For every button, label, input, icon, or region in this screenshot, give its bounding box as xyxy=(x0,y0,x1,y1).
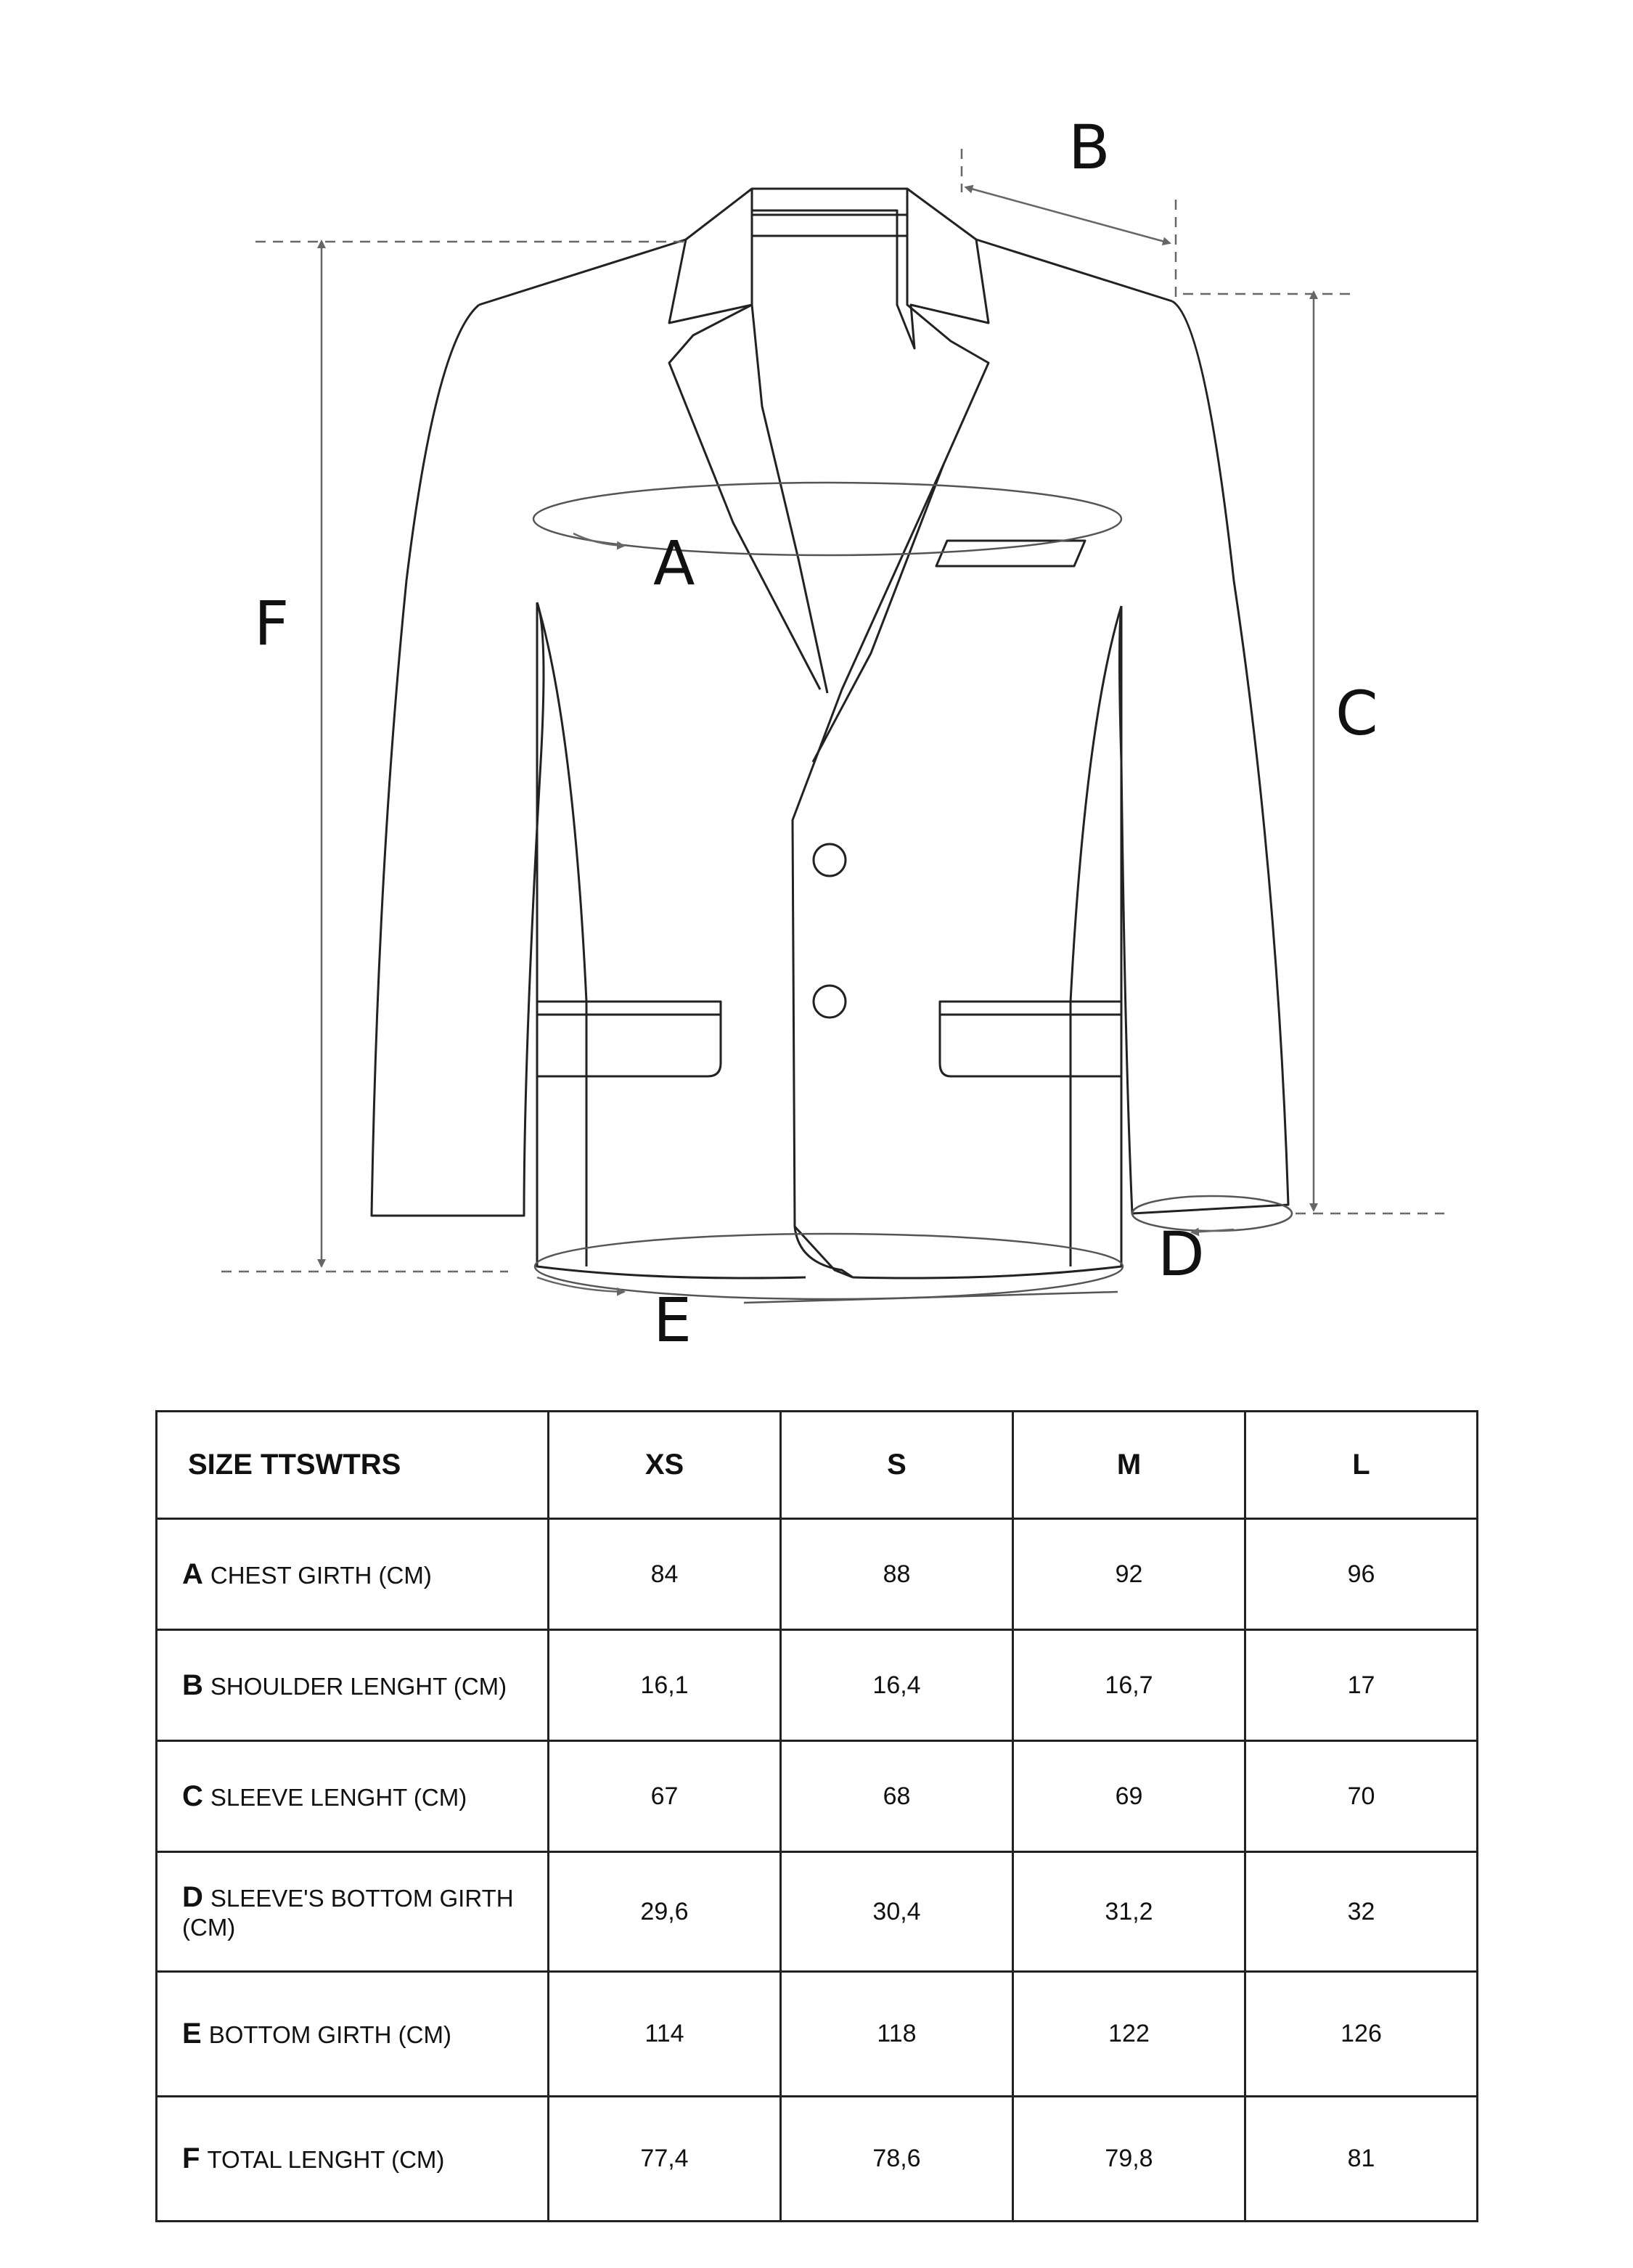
table-cell: 118 xyxy=(781,1972,1013,2097)
jacket-outline xyxy=(372,189,1288,1278)
table-cell: 92 xyxy=(1013,1519,1245,1630)
row-name: TOTAL LENGHT (CM) xyxy=(207,2146,445,2173)
header-size-m: M xyxy=(1013,1412,1245,1519)
table-cell: 31,2 xyxy=(1013,1852,1245,1972)
row-letter: B xyxy=(182,1669,203,1701)
row-label xyxy=(157,1852,549,1972)
label-a: A xyxy=(653,528,695,599)
row-letter: D xyxy=(182,1881,203,1913)
row-name: SLEEVE LENGHT (CM) xyxy=(210,1783,467,1811)
table-cell: 96 xyxy=(1245,1519,1478,1630)
table-cell: 68 xyxy=(781,1741,1013,1852)
table-cell: 84 xyxy=(549,1519,781,1630)
table-row xyxy=(157,1630,1478,1741)
header-size-xs: XS xyxy=(549,1412,781,1519)
row-label xyxy=(157,1519,549,1630)
label-e: E xyxy=(653,1285,692,1356)
button-lower xyxy=(814,986,846,1018)
table-cell: 79,8 xyxy=(1013,2097,1245,2222)
row-name: SHOULDER LENGHT (CM) xyxy=(210,1672,507,1700)
row-letter: C xyxy=(182,1780,203,1812)
size-table xyxy=(155,1410,1478,2222)
table-cell: 32 xyxy=(1245,1852,1478,1972)
table-row xyxy=(157,1741,1478,1852)
row-name: SLEEVE'S BOTTOM GIRTH (CM) xyxy=(182,1885,514,1941)
table-cell: 17 xyxy=(1245,1630,1478,1741)
label-c: C xyxy=(1335,678,1378,749)
table-cell: 81 xyxy=(1245,2097,1478,2222)
label-b: B xyxy=(1068,112,1110,183)
table-cell: 114 xyxy=(549,1972,781,2097)
table-row xyxy=(157,2097,1478,2222)
table-row xyxy=(157,1972,1478,2097)
table-cell: 78,6 xyxy=(781,2097,1013,2222)
label-d: D xyxy=(1158,1219,1205,1290)
table-row xyxy=(157,1852,1478,1972)
table-cell: 88 xyxy=(781,1519,1013,1630)
table-cell: 67 xyxy=(549,1741,781,1852)
row-label xyxy=(157,1741,549,1852)
row-name: BOTTOM GIRTH (CM) xyxy=(208,2021,451,2048)
table-cell: 16,7 xyxy=(1013,1630,1245,1741)
label-f: F xyxy=(254,588,290,659)
table-cell: 16,4 xyxy=(781,1630,1013,1741)
row-name: CHEST GIRTH (CM) xyxy=(210,1561,432,1589)
table-cell: 69 xyxy=(1013,1741,1245,1852)
row-letter: A xyxy=(182,1557,203,1590)
header-size-l: L xyxy=(1245,1412,1478,1519)
header-size-s: S xyxy=(781,1412,1013,1519)
table-cell: 122 xyxy=(1013,1972,1245,2097)
row-letter: F xyxy=(182,2142,200,2174)
table-cell: 16,1 xyxy=(549,1630,781,1741)
row-label xyxy=(157,2097,549,2222)
row-label xyxy=(157,1972,549,2097)
button-upper xyxy=(814,844,846,876)
table-cell: 126 xyxy=(1245,1972,1478,2097)
table-cell: 29,6 xyxy=(549,1852,781,1972)
table-header-row xyxy=(157,1412,1478,1519)
table-cell: 77,4 xyxy=(549,2097,781,2222)
table-cell: 70 xyxy=(1245,1741,1478,1852)
header-size-name: SIZE TTSWTRS xyxy=(157,1412,549,1519)
table-row xyxy=(157,1519,1478,1630)
row-label xyxy=(157,1630,549,1741)
table-cell: 30,4 xyxy=(781,1852,1013,1972)
row-letter: E xyxy=(182,2018,202,2050)
